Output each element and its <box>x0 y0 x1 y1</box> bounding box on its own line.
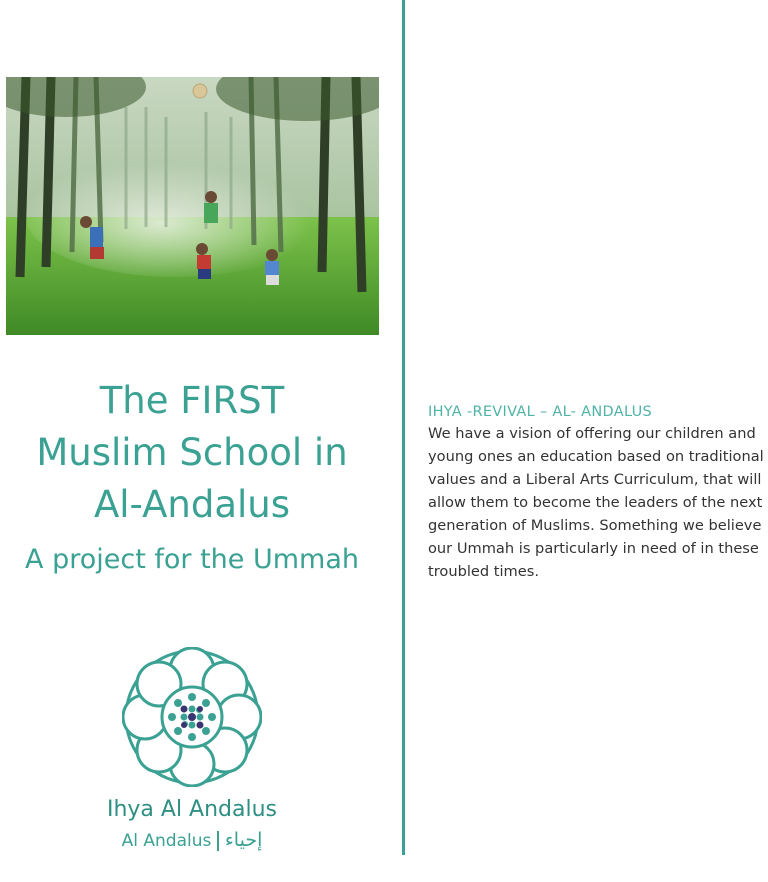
column-divider <box>402 0 405 855</box>
brand-subline <box>92 829 292 852</box>
headline-line-2: Muslim School in <box>36 431 348 474</box>
brand-latin: Al Andalus <box>121 831 212 851</box>
subheadline: A project for the Ummah <box>25 544 359 575</box>
section-body: We have a vision of offering our children and young ones an education based on traditional values and a Liberal Arts Curriculum, that will allow them to become the leaders of the next generation of Muslims. Something we believe our Ummah is particularly in need of in these troubled times. <box>428 425 764 580</box>
brand-arabic: إحياء <box>224 829 263 851</box>
right-column <box>428 402 766 583</box>
rosette-logo-icon <box>122 647 262 787</box>
headline-line-3: Al-Andalus <box>93 483 291 526</box>
headline-line-1: The FIRST <box>99 379 285 422</box>
section-title: IHYA -REVIVAL – AL- ANDALUS <box>428 404 653 420</box>
brand-name: Ihya Al Andalus <box>106 797 278 822</box>
brand-separator <box>217 831 219 851</box>
hero-photo <box>6 77 379 335</box>
